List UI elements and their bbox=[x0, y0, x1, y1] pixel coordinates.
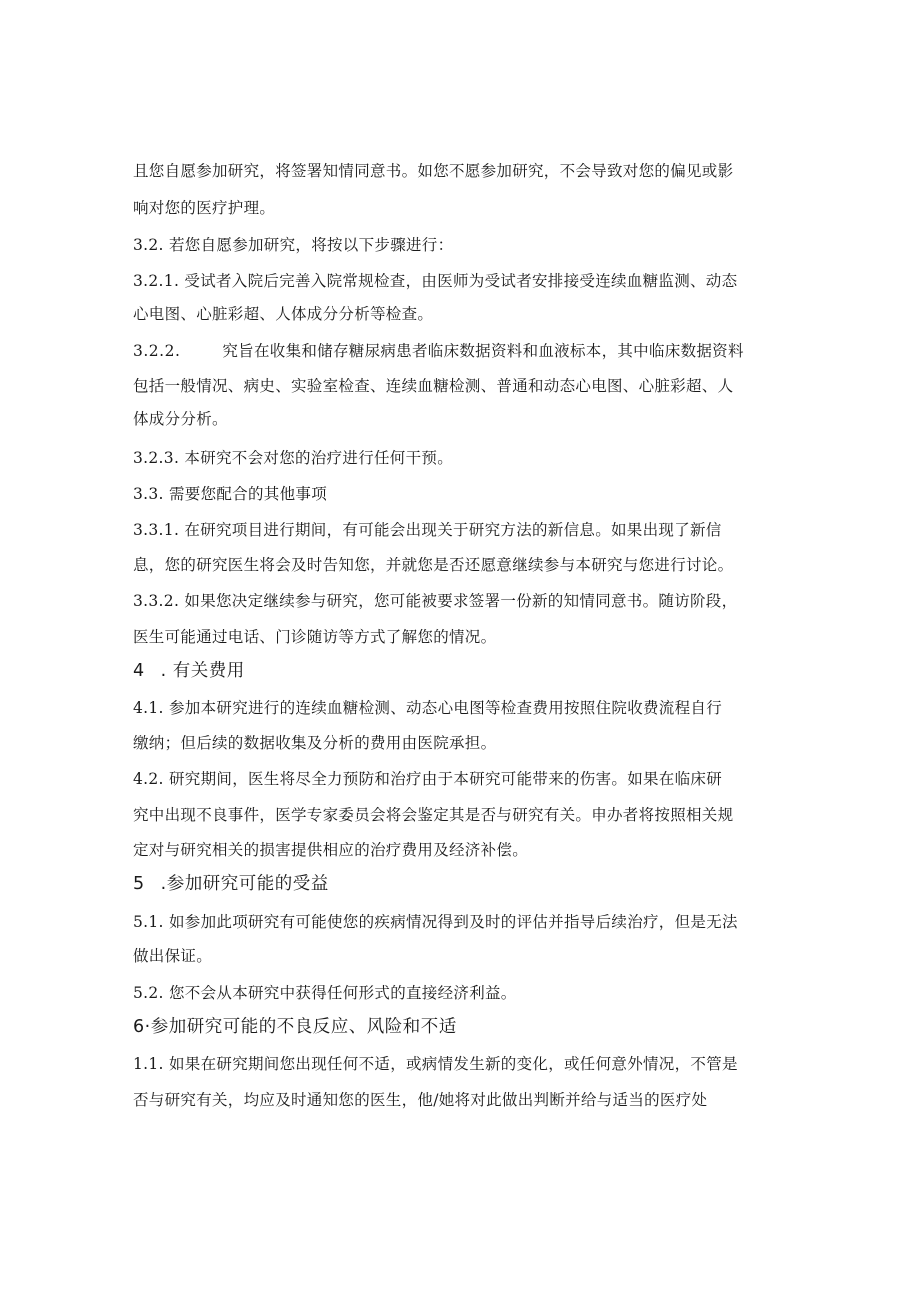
paragraph-line: 响对您的医疗护理。 bbox=[133, 199, 276, 217]
paragraph-line: 且您自愿参加研究，将签署知情同意书。如您不愿参加研究，不会导致对您的偏见或影 bbox=[133, 162, 734, 180]
section-3-2-line: 3.2. 若您自愿参加研究，将按以下步骤进行： bbox=[133, 236, 454, 254]
item-4-1-line: 4.1. 参加本研究进行的连续血糖检测、动态心电图等检查费用按照住院收费流程自行 bbox=[133, 699, 723, 717]
section-6-heading: 6·参加研究可能的不良反应、风险和不适 bbox=[133, 1017, 457, 1037]
item-text: 究旨在收集和储存糖尿病患者临床数据资料和血液标本，其中临床数据资料 bbox=[222, 342, 744, 360]
item-3-2-1-line: 3.2.1. 受试者入院后完善入院常规检查，由医师为受试者安排接受连续血糖监测、动态 bbox=[133, 272, 738, 290]
item-3-3-1-line: 3.3.1. 在研究项目进行期间，有可能会出现关于研究方法的新信息。如果出现了新信 bbox=[133, 521, 722, 539]
item-5-2-line: 5.2. 您不会从本研究中获得任何形式的直接经济利益。 bbox=[133, 984, 517, 1002]
section-title: .参加研究可能的受益 bbox=[160, 874, 329, 894]
item-3-2-2-line bbox=[133, 341, 744, 361]
paragraph-line: 息，您的研究医生将会及时告知您，并就您是否还愿意继续参与本研究与您进行讨论。 bbox=[133, 556, 734, 574]
section-number: 4 bbox=[133, 661, 145, 681]
paragraph-line: 包括一般情况、病史、实验室检查、连续血糖检测、普通和动态心电图、心脏彩超、人 bbox=[133, 377, 734, 395]
item-3-3-2-line: 3.3.2. 如果您决定继续参与研究，您可能被要求签署一份新的知情同意书。随访阶段， bbox=[133, 592, 738, 610]
section-3-3-line: 3.3. 需要您配合的其他事项 bbox=[133, 485, 328, 503]
paragraph-line: 定对与研究相关的损害提供相应的治疗费用及经济补偿。 bbox=[133, 841, 529, 859]
section-title: . 有关费用 bbox=[160, 661, 245, 681]
paragraph-line: 医生可能通过电话、门诊随访等方式了解您的情况。 bbox=[133, 628, 497, 646]
section-number: 5 bbox=[133, 874, 145, 894]
section-4-heading bbox=[133, 660, 245, 682]
paragraph-line: 缴纳；但后续的数据收集及分析的费用由医院承担。 bbox=[133, 734, 497, 752]
section-5-heading bbox=[133, 873, 329, 895]
item-1-1-line: 1.1. 如果在研究期间您出现任何不适，或病情发生新的变化，或任何意外情况，不管是 bbox=[133, 1055, 738, 1073]
paragraph-line: 究中出现不良事件，医学专家委员会将会鉴定其是否与研究有关。申办者将按照相关规 bbox=[133, 806, 734, 824]
paragraph-line: 心电图、心脏彩超、人体成分分析等检查。 bbox=[133, 305, 434, 323]
item-3-2-3-line: 3.2.3. 本研究不会对您的治疗进行任何干预。 bbox=[133, 449, 453, 467]
paragraph-line: 做出保证。 bbox=[133, 947, 213, 965]
item-4-2-line: 4.2. 研究期间，医生将尽全力预防和治疗由于本研究可能带来的伤害。如果在临床研 bbox=[133, 770, 723, 788]
paragraph-line: 否与研究有关，均应及时通知您的医生，他/她将对此做出判断并给与适当的医疗处 bbox=[133, 1091, 708, 1109]
paragraph-line: 体成分分析。 bbox=[133, 410, 228, 428]
item-number: 3.2.2. bbox=[133, 342, 181, 360]
item-5-1-line: 5.1. 如参加此项研究有可能使您的疾病情况得到及时的评估并指导后续治疗，但是无法 bbox=[133, 913, 738, 931]
